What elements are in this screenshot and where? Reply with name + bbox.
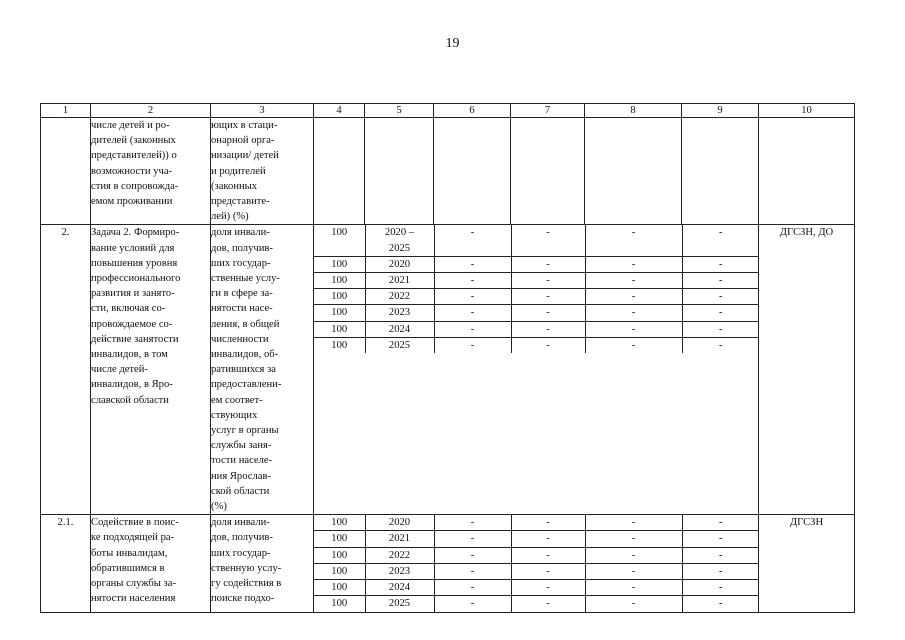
cont-empty-5 [365, 118, 434, 225]
text-line: онарной орга- [211, 135, 275, 147]
value-cell: 100 [314, 225, 365, 256]
cont-indicator-cell [211, 118, 314, 225]
col8-cell: - [585, 225, 682, 256]
text-line: (законных [211, 180, 258, 192]
year-line: 2023 [388, 565, 411, 577]
value-row [314, 225, 759, 256]
text-line: дителей (законных [91, 135, 176, 147]
year-line: 2020 [388, 258, 411, 270]
year-cell [365, 273, 434, 289]
text-line: нятости насе- [211, 303, 273, 315]
col6-cell: - [434, 337, 511, 353]
header-row [41, 104, 855, 118]
col-header-5: 5 [365, 104, 434, 118]
col9-cell: - [682, 580, 759, 596]
text-line: ющих в стаци- [211, 120, 278, 131]
col7-cell: - [511, 547, 585, 563]
cont-empty-8 [585, 118, 682, 225]
col-header-10: 10 [759, 104, 855, 118]
text-line: числе детей- [91, 364, 148, 376]
task2-1-row [41, 515, 855, 612]
year-cell [365, 596, 434, 612]
value-row [314, 547, 759, 563]
task2-1-values [314, 515, 759, 612]
year-cell [365, 580, 434, 596]
col6-cell: - [434, 547, 511, 563]
text-line: ления, в общей [211, 318, 280, 330]
value-cell: 100 [314, 305, 365, 321]
col6-cell: - [434, 289, 511, 305]
col6-cell: - [434, 273, 511, 289]
task2-values-table [314, 225, 759, 353]
col8-cell: - [585, 289, 682, 305]
task2-1-number: 2.1. [41, 515, 91, 612]
col8-cell: - [585, 256, 682, 272]
col9-cell: - [718, 339, 723, 351]
text-line: провождаемое со- [91, 318, 173, 330]
col7-cell: - [511, 515, 585, 531]
text-line: числе детей и ро- [91, 120, 170, 131]
text-line: органы службы за- [91, 578, 176, 590]
col7-cell: - [511, 596, 585, 612]
value-row [314, 596, 759, 612]
text-line: боты инвалидам, [91, 547, 168, 559]
col-header-1: 1 [41, 104, 91, 118]
text-line: ших государ- [211, 257, 271, 269]
text-line: ской области [211, 485, 270, 497]
value-cell: 100 [314, 563, 365, 579]
text-line: профессионального [91, 273, 181, 285]
text-line: службы заня- [211, 440, 272, 452]
task2-1-name [91, 515, 211, 612]
col9-cell: - [682, 289, 759, 305]
value-row [314, 580, 759, 596]
task2-1-indicator [211, 515, 314, 612]
col9-cell: - [682, 563, 759, 579]
task2-row [41, 225, 855, 515]
text-line: инвалидов, в том [91, 349, 168, 361]
col8-cell: - [585, 515, 682, 531]
col6-cell: - [434, 305, 511, 321]
col9-cell: - [718, 598, 723, 610]
value-row [314, 515, 759, 531]
col-header-4: 4 [314, 104, 365, 118]
text-line: тости населе- [211, 455, 273, 467]
text-line: действие занятости [91, 333, 179, 345]
text-line: доля инвали- [211, 227, 270, 239]
year-line: 2024 [388, 582, 411, 594]
text-line: поиске подхо- [211, 593, 275, 605]
year-cell [365, 337, 434, 353]
text-line: развития и занято- [91, 288, 175, 300]
col6-cell: - [434, 321, 511, 337]
text-line: Содействие в поис- [91, 517, 179, 529]
col7-cell: - [511, 563, 585, 579]
text-line: низации/ детей [211, 150, 279, 162]
task2-1-executor: ДГСЗН [759, 515, 855, 612]
col7-cell: - [511, 531, 585, 547]
year-line: 2025 [388, 598, 411, 610]
text-line: услуг в органы [211, 425, 279, 437]
value-cell: 100 [314, 289, 365, 305]
col-header-3: 3 [211, 104, 314, 118]
text-line: ших государ- [211, 547, 271, 559]
value-row [314, 289, 759, 305]
col8-cell: - [585, 547, 682, 563]
text-line: Задача 2. Формиро- [91, 227, 180, 239]
col7-cell: - [511, 225, 585, 256]
col-header-8: 8 [585, 104, 682, 118]
year-line: 2024 [388, 323, 411, 335]
col-header-6: 6 [434, 104, 511, 118]
col8-cell: - [585, 531, 682, 547]
text-line: возможности уча- [91, 165, 173, 177]
text-line: представителей)) о [91, 150, 177, 162]
col7-cell: - [511, 256, 585, 272]
col7-cell: - [511, 305, 585, 321]
year-line: 2021 [388, 275, 411, 287]
text-line: вание условий для [91, 242, 175, 254]
value-row [314, 321, 759, 337]
text-line: повышения уровня [91, 257, 178, 269]
cont-empty-6 [434, 118, 511, 225]
col8-cell: - [585, 563, 682, 579]
year-line: 2022 [388, 549, 411, 561]
task2-values [314, 225, 759, 515]
col-header-2: 2 [91, 104, 211, 118]
year-cell [365, 256, 434, 272]
text-line: обратившимся в [91, 562, 165, 574]
value-cell: 100 [314, 596, 365, 612]
col7-cell: - [511, 321, 585, 337]
text-line: (%) [211, 501, 227, 513]
text-line: ги в сфере за- [211, 288, 273, 300]
value-cell: 100 [314, 547, 365, 563]
col9-cell: - [682, 305, 759, 321]
year-line: 2020 – [384, 227, 415, 239]
text-line: ственную услу- [211, 562, 282, 574]
text-line: емом проживании [91, 196, 173, 208]
value-cell: 100 [314, 256, 365, 272]
text-line: представите- [211, 196, 270, 208]
value-row [314, 305, 759, 321]
task2-1-values-table [314, 515, 759, 611]
year-line: 2025 [388, 339, 411, 351]
cont-empty-10 [759, 118, 855, 225]
value-row [314, 273, 759, 289]
cont-empty-7 [511, 118, 585, 225]
task2-indicator [211, 225, 314, 515]
text-line: лей) (%) [211, 211, 249, 223]
text-line: нятости населения [91, 593, 176, 605]
text-line: доля инвали- [211, 517, 270, 529]
col6-cell: - [434, 563, 511, 579]
col8-cell: - [585, 337, 682, 353]
cont-number-cell [41, 118, 91, 225]
col7-cell: - [511, 337, 585, 353]
col8-cell: - [585, 273, 682, 289]
year-line: 2025 [388, 242, 411, 254]
text-line: предоставлени- [211, 379, 282, 391]
text-line: дов, получив- [211, 242, 273, 254]
col9-cell: - [682, 225, 759, 256]
text-line: и родителей [211, 165, 266, 177]
text-line: стия в сопровожда- [91, 180, 179, 192]
text-line: ратившихся за [211, 364, 276, 376]
col-header-7: 7 [511, 104, 585, 118]
col7-cell: - [511, 289, 585, 305]
col8-cell: - [585, 580, 682, 596]
text-line: дов, получив- [211, 532, 273, 544]
col6-cell: - [434, 256, 511, 272]
text-line: гу содействия в [211, 578, 282, 590]
task2-number: 2. [41, 225, 91, 515]
value-cell: 100 [314, 337, 365, 353]
year-line: 2022 [388, 291, 411, 303]
text-line: славской области [91, 394, 169, 406]
value-cell: 100 [314, 321, 365, 337]
col6-cell: - [434, 580, 511, 596]
year-cell [365, 515, 434, 531]
col7-cell: - [511, 580, 585, 596]
text-line: ем соответ- [211, 394, 263, 406]
year-cell [365, 563, 434, 579]
col7-cell: - [511, 273, 585, 289]
text-line: инвалидов, об- [211, 349, 279, 361]
cont-empty-9 [682, 118, 759, 225]
value-row [314, 337, 759, 353]
col9-cell: - [682, 256, 759, 272]
year-cell [365, 547, 434, 563]
text-line: инвалидов, в Яро- [91, 379, 173, 391]
col8-cell: - [585, 596, 682, 612]
col9-cell: - [682, 531, 759, 547]
col6-cell: - [434, 531, 511, 547]
col9-cell: - [682, 547, 759, 563]
page-number: 19 [445, 36, 460, 51]
text-line: ния Ярослав- [211, 470, 272, 482]
cont-name-cell [91, 118, 211, 225]
continuation-row [41, 118, 855, 225]
text-line: сти, включая со- [91, 303, 166, 315]
value-cell: 100 [314, 580, 365, 596]
year-cell [365, 321, 434, 337]
col6-cell: - [434, 515, 511, 531]
value-cell: 100 [314, 515, 365, 531]
col9-cell: - [682, 273, 759, 289]
task2-executor: ДГСЗН, ДО [759, 225, 855, 515]
col8-cell: - [585, 305, 682, 321]
year-cell [365, 305, 434, 321]
col9-cell: - [682, 321, 759, 337]
value-row [314, 531, 759, 547]
value-row [314, 256, 759, 272]
year-line: 2020 [388, 517, 411, 529]
cont-empty-4 [314, 118, 365, 225]
year-cell [365, 531, 434, 547]
value-cell: 100 [314, 531, 365, 547]
text-line: ствующих [211, 409, 258, 421]
col9-cell: - [682, 515, 759, 531]
value-row [314, 563, 759, 579]
year-cell [365, 225, 434, 256]
col8-cell: - [585, 321, 682, 337]
col6-cell: - [434, 225, 511, 256]
year-cell [365, 289, 434, 305]
year-line: 2023 [388, 307, 411, 319]
task2-name [91, 225, 211, 515]
program-table [40, 103, 855, 613]
value-cell: 100 [314, 273, 365, 289]
text-line: численности [211, 333, 269, 345]
text-line: ке подходящей ра- [91, 532, 175, 544]
text-line: ственные услу- [211, 273, 280, 285]
col6-cell: - [434, 596, 511, 612]
year-line: 2021 [388, 533, 411, 545]
col-header-9: 9 [682, 104, 759, 118]
